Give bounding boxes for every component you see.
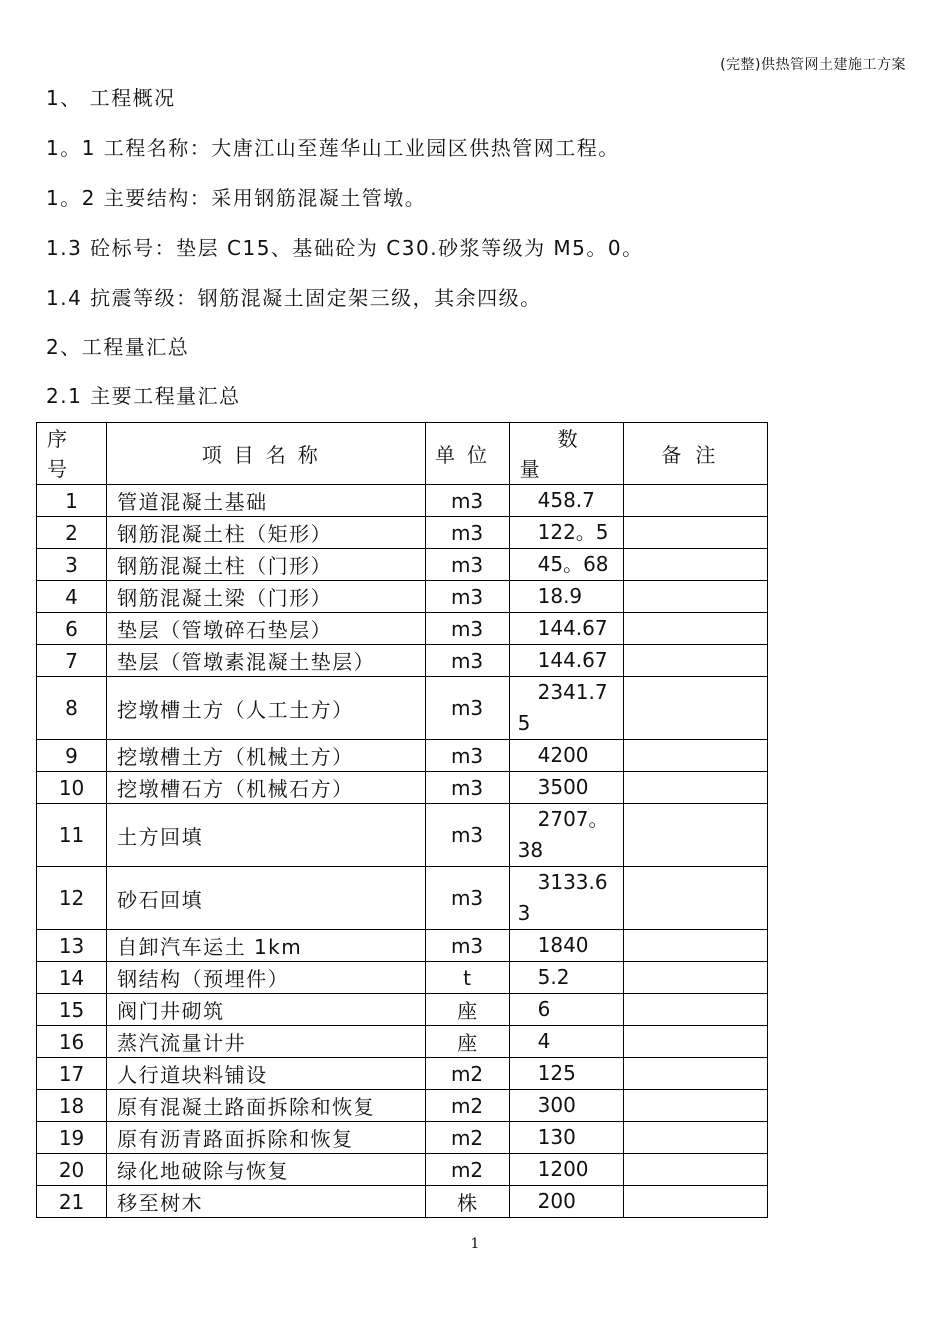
row-unit: m2 [425, 1154, 509, 1186]
quantity-summary-table [36, 422, 768, 1218]
row-qty-line2: 5 [517, 711, 531, 735]
row-name: 钢筋混凝土柱（门形） [107, 549, 425, 581]
row-note [623, 962, 767, 994]
seismic-grade-line: 1.4 抗震等级：钢筋混凝土固定架三级，其余四级。 [46, 286, 542, 310]
row-unit: m3 [425, 772, 509, 804]
project-name-line: 1。1 工程名称：大唐江山至莲华山工业园区供热管网工程。 [46, 136, 620, 160]
table-row [37, 1186, 768, 1218]
row-no: 3 [37, 549, 107, 581]
row-qty: 3500 [509, 772, 623, 804]
row-qty: 1200 [509, 1154, 623, 1186]
row-qty [509, 804, 623, 867]
row-note [623, 930, 767, 962]
table-row [37, 485, 768, 517]
row-no: 21 [37, 1186, 107, 1218]
document-header: (完整)供热管网土建施工方案 [720, 57, 906, 73]
header-note: 备注 [623, 423, 767, 485]
row-qty: 6 [509, 994, 623, 1026]
row-note [623, 994, 767, 1026]
row-qty-line1: 2707。 [537, 807, 609, 831]
header-qty-line1: 数 [557, 426, 578, 451]
row-unit: m3 [425, 613, 509, 645]
row-qty: 130 [509, 1122, 623, 1154]
row-name: 钢结构（预埋件） [107, 962, 425, 994]
row-qty [509, 867, 623, 930]
row-qty: 122。5 [509, 517, 623, 549]
row-unit: m3 [425, 485, 509, 517]
row-unit: m3 [425, 930, 509, 962]
row-no: 18 [37, 1090, 107, 1122]
table-row [37, 740, 768, 772]
row-name: 阀门井砌筑 [107, 994, 425, 1026]
row-no: 4 [37, 581, 107, 613]
row-name: 钢筋混凝土梁（门形） [107, 581, 425, 613]
row-note [623, 1090, 767, 1122]
row-qty-line2: 3 [517, 901, 531, 925]
row-note [623, 581, 767, 613]
row-name: 钢筋混凝土柱（矩形） [107, 517, 425, 549]
table-header-row [37, 423, 768, 485]
row-unit: m3 [425, 677, 509, 740]
concrete-grade-line: 1.3 砼标号：垫层 C15、基础砼为 C30.砂浆等级为 M5。0。 [46, 236, 644, 260]
header-no-line1: 序 [47, 426, 67, 451]
row-qty: 300 [509, 1090, 623, 1122]
row-note [623, 740, 767, 772]
table-row [37, 1026, 768, 1058]
row-no: 14 [37, 962, 107, 994]
row-note [623, 804, 767, 867]
row-unit: m2 [425, 1058, 509, 1090]
table-row [37, 581, 768, 613]
row-no: 12 [37, 867, 107, 930]
row-unit: 座 [425, 1026, 509, 1058]
row-unit: m3 [425, 740, 509, 772]
row-unit: t [425, 962, 509, 994]
row-unit: m3 [425, 581, 509, 613]
row-no: 1 [37, 485, 107, 517]
header-no [37, 423, 107, 485]
row-no: 7 [37, 645, 107, 677]
section-1-heading: 1、 工程概况 [46, 86, 176, 110]
row-note [623, 1058, 767, 1090]
row-qty: 200 [509, 1186, 623, 1218]
table-row [37, 962, 768, 994]
row-qty-line2: 38 [517, 838, 544, 862]
table-row [37, 1154, 768, 1186]
row-qty [509, 677, 623, 740]
row-no: 8 [37, 677, 107, 740]
row-unit: 株 [425, 1186, 509, 1218]
row-no: 20 [37, 1154, 107, 1186]
row-note [623, 549, 767, 581]
row-note [623, 485, 767, 517]
row-unit: m3 [425, 804, 509, 867]
table-row [37, 772, 768, 804]
header-name: 项目名称 [107, 423, 425, 485]
table-row [37, 867, 768, 930]
row-no: 2 [37, 517, 107, 549]
row-no: 13 [37, 930, 107, 962]
table-row [37, 994, 768, 1026]
row-qty: 4 [509, 1026, 623, 1058]
row-unit: m3 [425, 549, 509, 581]
row-note [623, 1122, 767, 1154]
row-note [623, 1154, 767, 1186]
table-row [37, 677, 768, 740]
table-row [37, 1058, 768, 1090]
row-name: 土方回填 [107, 804, 425, 867]
table-row [37, 804, 768, 867]
row-no: 19 [37, 1122, 107, 1154]
row-name: 管道混凝土基础 [107, 485, 425, 517]
row-note [623, 1186, 767, 1218]
row-name: 绿化地破除与恢复 [107, 1154, 425, 1186]
main-structure-line: 1。2 主要结构：采用钢筋混凝土管墩。 [46, 186, 427, 210]
table-row [37, 517, 768, 549]
row-name: 移至树木 [107, 1186, 425, 1218]
row-note [623, 772, 767, 804]
section-2-1-heading: 2.1 主要工程量汇总 [46, 384, 241, 408]
table-row [37, 930, 768, 962]
row-qty: 144.67 [509, 613, 623, 645]
section-2-heading: 2、工程量汇总 [46, 335, 190, 359]
header-no-line2: 号 [47, 456, 67, 481]
row-name: 挖墩槽土方（机械土方） [107, 740, 425, 772]
row-name: 原有混凝土路面拆除和恢复 [107, 1090, 425, 1122]
header-qty [509, 423, 623, 485]
row-unit: m3 [425, 517, 509, 549]
row-note [623, 867, 767, 930]
row-name: 人行道块料铺设 [107, 1058, 425, 1090]
row-name: 砂石回填 [107, 867, 425, 930]
row-note [623, 613, 767, 645]
row-unit: m2 [425, 1122, 509, 1154]
row-no: 17 [37, 1058, 107, 1090]
row-note [623, 1026, 767, 1058]
row-qty: 125 [509, 1058, 623, 1090]
row-name: 垫层（管墩素混凝土垫层） [107, 645, 425, 677]
table-row [37, 549, 768, 581]
row-name: 挖墩槽土方（人工土方） [107, 677, 425, 740]
header-qty-line2: 量 [519, 456, 540, 481]
row-qty-line1: 2341.7 [537, 680, 608, 704]
row-qty: 1840 [509, 930, 623, 962]
table-row [37, 613, 768, 645]
row-name: 蒸汽流量计井 [107, 1026, 425, 1058]
row-unit: m3 [425, 645, 509, 677]
row-name: 挖墩槽石方（机械石方） [107, 772, 425, 804]
row-unit: 座 [425, 994, 509, 1026]
row-qty: 4200 [509, 740, 623, 772]
row-qty: 5.2 [509, 962, 623, 994]
table-row [37, 645, 768, 677]
row-unit: m3 [425, 867, 509, 930]
row-no: 10 [37, 772, 107, 804]
row-qty-line1: 3133.6 [537, 870, 608, 894]
row-qty: 144.67 [509, 645, 623, 677]
page-number: 1 [470, 1236, 480, 1252]
row-note [623, 645, 767, 677]
row-name: 原有沥青路面拆除和恢复 [107, 1122, 425, 1154]
row-no: 6 [37, 613, 107, 645]
header-unit: 单位 [425, 423, 509, 485]
row-qty: 458.7 [509, 485, 623, 517]
row-no: 9 [37, 740, 107, 772]
row-name: 自卸汽车运土 1km [107, 930, 425, 962]
row-qty: 45。68 [509, 549, 623, 581]
row-note [623, 517, 767, 549]
row-no: 16 [37, 1026, 107, 1058]
row-no: 11 [37, 804, 107, 867]
row-no: 15 [37, 994, 107, 1026]
row-name: 垫层（管墩碎石垫层） [107, 613, 425, 645]
row-unit: m2 [425, 1090, 509, 1122]
table-row [37, 1090, 768, 1122]
row-qty: 18.9 [509, 581, 623, 613]
table-row [37, 1122, 768, 1154]
row-note [623, 677, 767, 740]
